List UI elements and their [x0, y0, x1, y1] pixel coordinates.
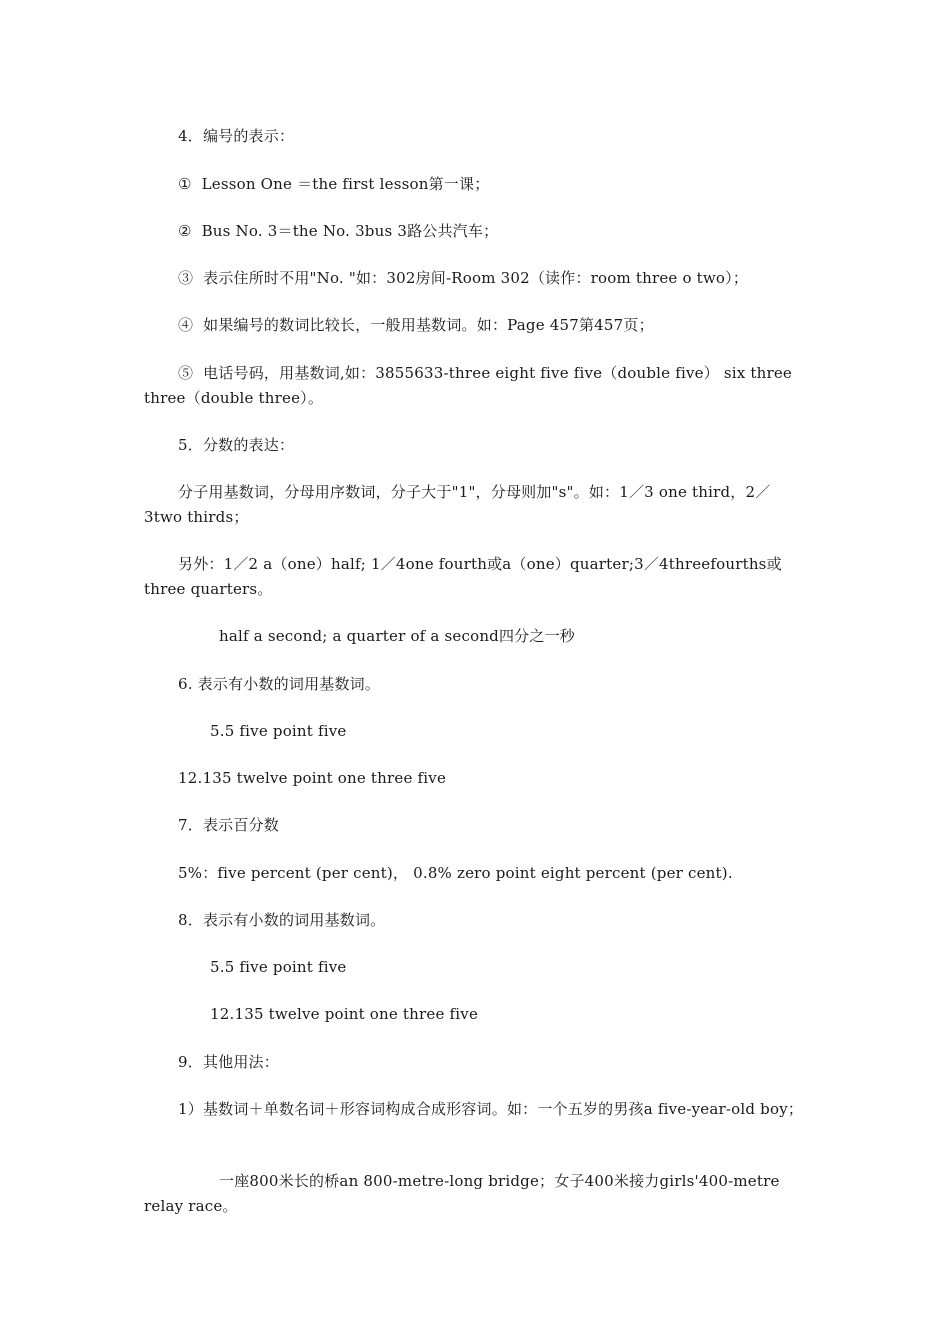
heading-decimals-2: 8．表示有小数的词用基数词。: [178, 911, 386, 929]
heading-fractions: 5．分数的表达：: [178, 436, 295, 454]
numbering-item-5: ⑤ 电话号码，用基数词,如：3855633-three eight five five（double five） six three three（double three）。: [144, 364, 797, 407]
percent-example: 5%：five percent (per cent)， 0.8% zero point eight percent (per cent).: [178, 864, 733, 882]
fractions-example: half a second; a quarter of a second四分之一秒: [219, 627, 575, 645]
other-uses-item-2: 一座800米长的桥an 800-metre-long bridge；女子400米接力girls'400-metre relay race。: [144, 1172, 785, 1215]
heading-numbering: 4．编号的表示：: [178, 127, 295, 145]
heading-other-uses: 9．其他用法：: [178, 1053, 279, 1071]
numbering-item-4: ④ 如果编号的数词比较长，一般用基数词。如：Page 457第457页；: [178, 316, 654, 334]
numbering-item-1: ① Lesson One ＝the first lesson第一课；: [178, 175, 490, 193]
decimal-example-4: 12.135 twelve point one three five: [210, 1005, 479, 1023]
heading-percent: 7．表示百分数: [178, 816, 279, 834]
decimal-example-2: 12.135 twelve point one three five: [178, 769, 447, 787]
decimal-example-1: 5.5 five point five: [210, 722, 347, 740]
heading-decimals: 6. 表示有小数的词用基数词。: [178, 675, 381, 693]
decimal-example-3: 5.5 five point five: [210, 958, 347, 976]
numbering-item-2: ② Bus No. 3＝the No. 3bus 3路公共汽车；: [178, 222, 499, 240]
fractions-extra: 另外：1／2 a（one）half; 1／4one fourth或a（one）quarter;3／4threefourths或three quarters。: [144, 555, 782, 598]
other-uses-item-1: 1）基数词＋单数名词＋形容词构成合成形容词。如：一个五岁的男孩a five-year-old boy；: [178, 1100, 804, 1118]
numbering-item-3: ③ 表示住所时不用"No. "如：302房间-Room 302（读作：room three o two）；: [178, 269, 749, 287]
fractions-rule: 分子用基数词，分母用序数词，分子大于"1"，分母则加"s"。如：1／3 one third，2／3two thirds；: [144, 483, 771, 526]
